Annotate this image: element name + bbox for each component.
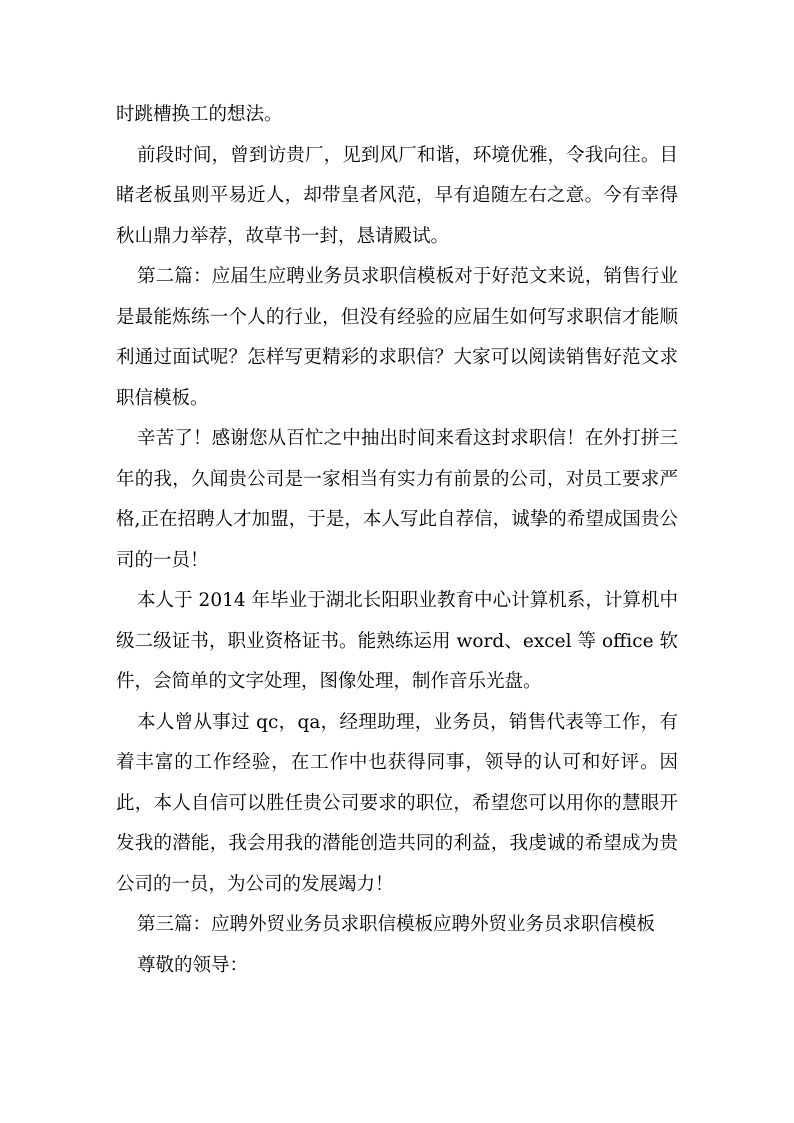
paragraph-visit: 前段时间，曾到访贵厂，见到风厂和谐，环境优雅，令我向往。目睹老板虽则平易近人，却带皇者风范，早有追随左右之意。今有幸得秋山鼎力举荐，故草书一封，恳请殿试。 — [116, 144, 678, 247]
salutation: 尊敬的领导： — [137, 954, 249, 976]
paragraph-section-two-intro: 第二篇：应届生应聘业务员求职信模板对于好范文来说，销售行业是最能炼练一个人的行业，但没有经验的应届生如何写求职信才能顺利通过面试呢？怎样写更精彩的求职信？大家可以阅读销售好范文求职信模板。 — [116, 266, 678, 409]
section-three-heading: 第三篇：应聘外贸业务员求职信模板应聘外贸业务员求职信模板 — [137, 914, 656, 935]
paragraph-continuation: 时跳槽换工的想法。 — [116, 104, 283, 125]
paragraph-education: 本人于 2014 年毕业于湖北长阳职业教育中心计算机系，计算机中级二级证书，职业资格证书。能熟练运用 word、excel 等 office 软件，会简单的文字处理，图像处理，制作音乐光盘。 — [116, 590, 678, 692]
document-body — [116, 95, 678, 986]
paragraph-experience: 本人曾从事过 qc，qa，经理助理，业务员，销售代表等工作，有着丰富的工作经验，在工作中也获得同事，领导的认可和好评。因此，本人自信可以胜任贵公司要求的职位，希望您可以用你的慧眼开发我的潜能，我会用我的潜能创造共同的利益，我虔诚的希望成为贵公司的一员，为公司的发展竭力！ — [116, 711, 678, 895]
paragraph-greeting: 辛苦了！感谢您从百忙之中抽出时间来看这封求职信！在外打拼三年的我，久闻贵公司是一家相当有实力有前景的公司，对员工要求严格,正在招聘人才加盟，于是，本人写此自荐信，诚挚的希望成国贵公司的一员！ — [116, 428, 678, 571]
